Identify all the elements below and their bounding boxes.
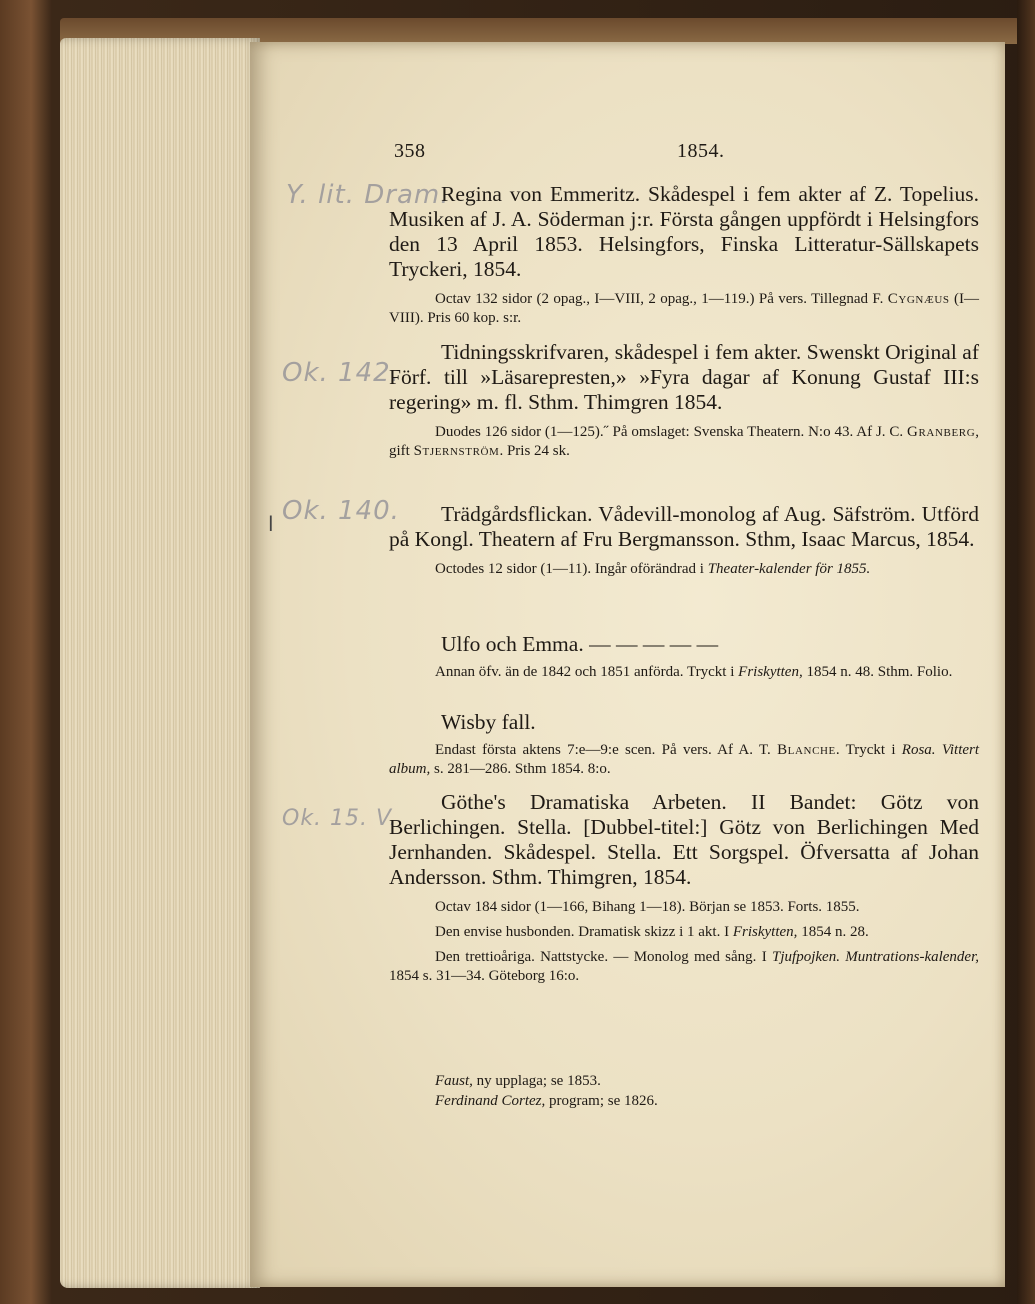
entry-note: Octodes 12 sidor (1—11). Ingår oförändrad i Theater-kalender för 1855. bbox=[435, 561, 871, 577]
entry-gothe-dramatiska-arbeten bbox=[389, 790, 979, 986]
entry-title: Trädgårdsflickan. Vådevill-monolog af Aug. Säfström. Utförd på Kongl. Theatern af Fru Bergmansson. Sthm, Isaac Marcus, 1854. bbox=[389, 502, 979, 551]
margin-note-3: Ok. 140. bbox=[282, 496, 400, 526]
xref-faust: Faust, ny upplaga; se 1853. bbox=[435, 1073, 601, 1089]
entry-note: Octav 132 sidor (2 opag., I—VIII, 2 opag., 1—119.) På vers. Tillegnad F. Cygnæus (I—VIII). Pris 60 kop. s:r. bbox=[389, 291, 979, 326]
margin-note-2: Ok. 142. bbox=[282, 358, 400, 388]
entry-tidningsskrifvaren bbox=[389, 340, 979, 461]
entry-ulfo-och-emma bbox=[389, 632, 979, 682]
xref-ferdinand-cortez: Ferdinand Cortez, program; se 1826. bbox=[435, 1093, 658, 1109]
binding-edge bbox=[1017, 0, 1035, 1304]
entry-note: Octav 184 sidor (1—166, Bihang 1—18). Början se 1853. Forts. 1855. bbox=[435, 899, 860, 915]
page-number: 358 bbox=[394, 140, 426, 162]
entry-wisby-fall bbox=[389, 710, 979, 779]
entry-note: Endast första aktens 7:e—9:e scen. På vers. Af A. T. Blanche. Tryckt i Rosa. Vittert album, s. 281—286. Sthm 1854. 8:o. bbox=[389, 742, 980, 777]
margin-note-1: Y. lit. Dram. bbox=[286, 180, 450, 210]
page-edges bbox=[60, 38, 260, 1288]
entry-title: Ulfo och Emma. — — — — — bbox=[441, 632, 719, 656]
entry-regina bbox=[389, 182, 979, 328]
running-head-year: 1854. bbox=[677, 140, 725, 162]
entry-note-trettioariga: Den trettioåriga. Nattstycke. — Monolog med sång. I Tjufpojken. Muntrations-kalender, 1854 s. 31—34. Göteborg 16:o. bbox=[389, 949, 980, 984]
entry-title: Wisby fall. bbox=[441, 710, 536, 734]
entry-note: Annan öfv. än de 1842 och 1851 anförda. Tryckt i Friskytten, 1854 n. 48. Sthm. Folio. bbox=[435, 664, 953, 680]
side-mark: l bbox=[268, 512, 274, 536]
entry-title: Regina von Emmeritz. Skådespel i fem akter af Z. Topelius. Musiken af J. A. Söderman j:r. Första gången uppfördt i Helsingfors den 13 April 1853. Helsingfors, Finska Litteratur-Sällskapets Tryckeri, 1854. bbox=[389, 182, 979, 281]
entry-title: Tidningsskrifvaren, skådespel i fem akter. Swenskt Original af Förf. till »Läsarepresten,» »Fyra dagar af Konung Gustaf III:s regering» m. fl. Sthm. Thimgren 1854. bbox=[389, 340, 979, 414]
entry-note: Duodes 126 sidor (1—125).˝ På omslaget: Svenska Theatern. N:o 43. Af J. C. Granberg, gift Stjernström. Pris 24 sk. bbox=[389, 424, 979, 459]
entry-title: Göthe's Dramatiska Arbeten. II Bandet: Götz von Berlichingen. Stella. [Dubbel-titel:] Götz von Berlichingen Med Jernhanden. Skådespel. Stella. Ett Sorgspel. Öfversatta af Johan Andersson. Sthm. Thimgren, 1854. bbox=[389, 790, 979, 889]
entry-cross-references bbox=[389, 1072, 979, 1111]
margin-note-4: Ok. 15. V. bbox=[282, 806, 398, 831]
entry-tradgardsflickan bbox=[389, 502, 979, 579]
entry-note-envise-husbonden: Den envise husbonden. Dramatisk skizz i 1 akt. I Friskytten, 1854 n. 28. bbox=[435, 924, 869, 940]
